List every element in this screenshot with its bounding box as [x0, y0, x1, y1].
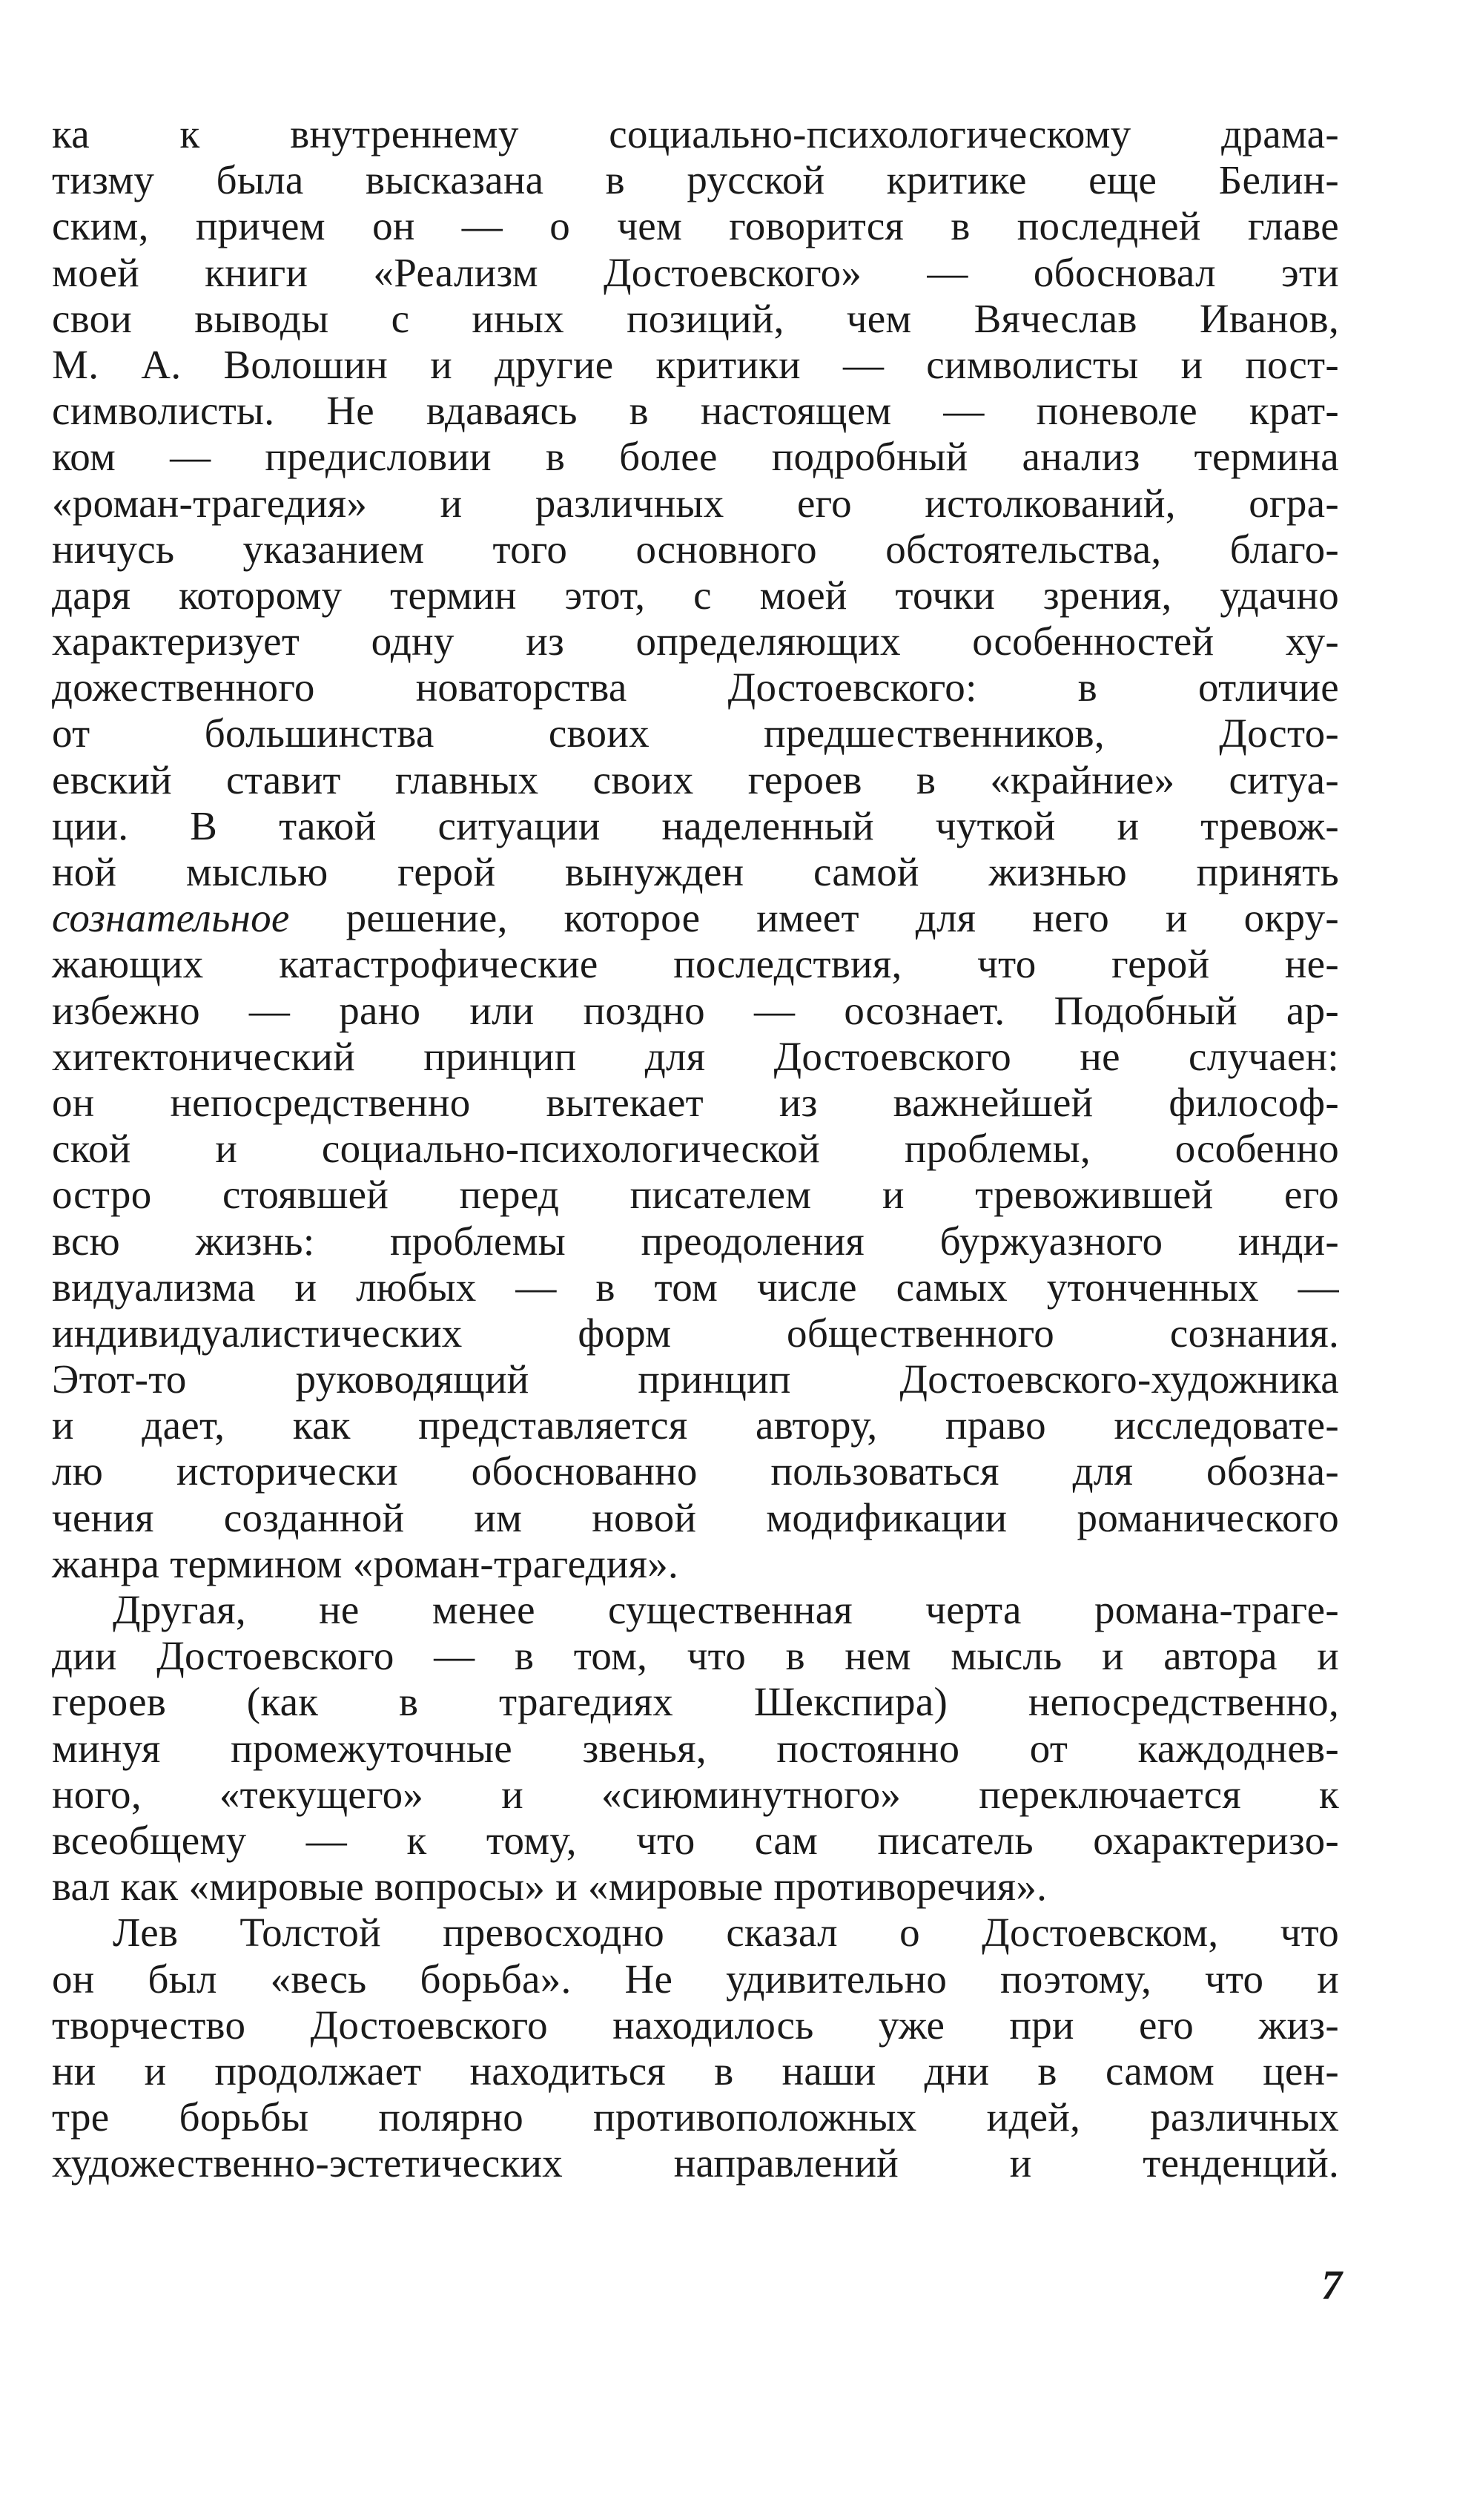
text-line: ни и продолжает находиться в наши дни в самом цен- — [52, 2048, 1339, 2094]
text-line: даря которому термин этот, с моей точки зрения, удачно — [52, 572, 1339, 618]
text-line: ком — предисловии в более подробный анализ термина — [52, 434, 1339, 480]
text-line: моей книги «Реализм Достоевского» — обосновал эти — [52, 249, 1339, 295]
paragraph-first-line: Лев Толстой превосходно сказал о Достоевском, что — [113, 1910, 1339, 1956]
paragraph-first-line: Другая, не менее существенная черта романа-траге- — [113, 1587, 1339, 1632]
text-line: вал как «мировые вопросы» и «мировые противоречия». — [52, 1864, 1048, 1910]
text-line: дии Достоевского — в том, что в нем мысль и автора и — [52, 1633, 1339, 1679]
text-line: чения созданной им новой модификации романического — [52, 1494, 1339, 1540]
text-line: видуализма и любых — в том числе самых утонченных — — [52, 1264, 1339, 1310]
text-line: всеобщему — к тому, что сам писатель охарактеризо- — [52, 1817, 1339, 1863]
text-line: остро стоявшей перед писателем и тревожившей его — [52, 1172, 1339, 1218]
text-line: евский ставит главных своих героев в «крайние» ситуа- — [52, 756, 1339, 802]
text-line: всю жизнь: проблемы преодоления буржуазного инди- — [52, 1218, 1339, 1264]
text-line: минуя промежуточные звенья, постоянно от каждоднев- — [52, 1725, 1339, 1771]
text-line: художественно-эстетических направлений и тенденций. — [52, 2140, 1339, 2186]
text-line: он непосредственно вытекает из важнейшей философ- — [52, 1079, 1339, 1125]
text-line: ка к внутреннему социально-психологическому драма- — [52, 111, 1339, 156]
text-line-rest: решение, которое имеет для него и окру- — [289, 895, 1339, 941]
text-line: характеризует одну из определяющих особенностей ху- — [52, 619, 1339, 664]
text-line: Этот-то руководящий принцип Достоевского-художника — [52, 1356, 1339, 1402]
text-line: свои выводы с иных позиций, чем Вячеслав Иванов, — [52, 295, 1339, 341]
text-line: избежно — рано или поздно — осознает. Подобный ар- — [52, 987, 1339, 1033]
text-line: от большинства своих предшественников, Досто- — [52, 710, 1339, 756]
text-line: дожественного новаторства Достоевского: в отличие — [52, 664, 1339, 710]
text-line: ного, «текущего» и «сиюминутного» переключается к — [52, 1771, 1339, 1817]
page-number: 7 — [1321, 2263, 1342, 2309]
text-line: ничусь указанием того основного обстоятельства, благо- — [52, 526, 1339, 572]
page-body — [52, 111, 1339, 2186]
text-line: героев (как в трагедиях Шекспира) непосредственно, — [52, 1679, 1339, 1725]
text-line: и дает, как представляется автору, право исследовате- — [52, 1402, 1339, 1448]
text-line: ции. В такой ситуации наделенный чуткой и тревож- — [52, 802, 1339, 848]
text-line: творчество Достоевского находилось уже при его жиз- — [52, 2002, 1339, 2048]
text-line: хитектонический принцип для Достоевского не случаен: — [52, 1033, 1339, 1079]
text-line: индивидуалистических форм общественного сознания. — [52, 1310, 1339, 1356]
text-line: М. А. Волошин и другие критики — символисты и пост- — [52, 341, 1339, 387]
emphasized-word: сознательное — [52, 895, 290, 941]
text-line: ским, причем он — о чем говорится в последней главе — [52, 203, 1339, 249]
text-line: жанра термином «роман-трагедия». — [52, 1540, 679, 1586]
text-line: ской и социально-психологической проблемы, особенно — [52, 1126, 1339, 1172]
text-line: он был «весь борьба». Не удивительно поэтому, что и — [52, 1956, 1339, 2002]
text-line-with-emphasis — [52, 895, 1339, 941]
text-line: «роман-трагедия» и различных его истолкований, огра- — [52, 480, 1339, 526]
text-line: символисты. Не вдаваясь в настоящем — поневоле крат- — [52, 388, 1339, 434]
text-line: ной мыслью герой вынужден самой жизнью принять — [52, 849, 1339, 894]
text-line: жающих катастрофические последствия, что герой не- — [52, 941, 1339, 987]
text-line: тре борьбы полярно противоположных идей, различных — [52, 2094, 1339, 2140]
text-line: тизму была высказана в русской критике еще Белин- — [52, 157, 1339, 203]
text-line: лю исторически обоснованно пользоваться для обозна- — [52, 1448, 1339, 1494]
